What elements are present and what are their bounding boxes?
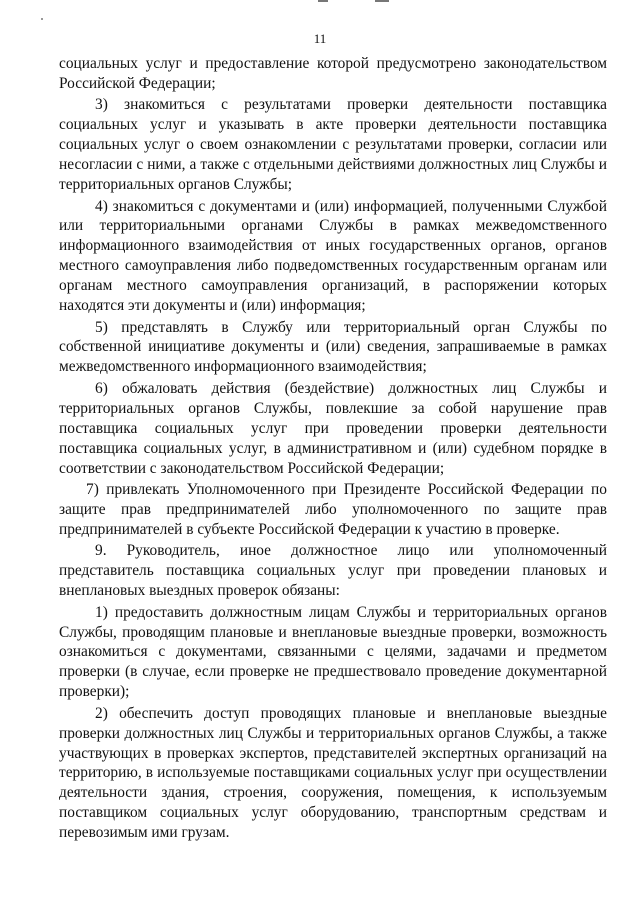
scan-artifact-mark — [318, 0, 328, 2]
paragraph-item-3: 3) знакомиться с результатами проверки деятельности поставщика социальных услуг и указывать в акте проверки деятельности поставщика социальных услуг о своем ознакомлении с результатами проверки, согласии или несогласии с ними, а также с отдельными действиями должностных лиц Службы и территориальных органов Службы; — [59, 96, 607, 194]
document-body — [59, 54, 607, 845]
page-number: 11 — [313, 31, 327, 46]
paragraph-section-9: 9. Руководитель, иное должностное лицо или уполномоченный представитель поставщика социальных услуг при проведении плановых и внеплановых выездных проверок обязаны: — [59, 542, 607, 600]
paragraph-item-1: 1) предоставить должностным лицам Службы и территориальных органов Службы, проводящим плановые и внеплановые выездные проверки, возможность ознакомиться с документами, связанными с целями, задачами и предметом проверки (в случае, если проверке не предшествовало проведение документарной проверки); — [59, 603, 607, 701]
paragraph-item-6: 6) обжаловать действия (бездействие) должностных лиц Службы и территориальных органов Службы, повлекшие за собой нарушение прав поставщика социальных услуг при проведении проверки деятельности поставщика социальных услуг, в административном и (или) судебном порядке в соответствии с законодательством Российской Федерации; — [59, 379, 607, 477]
paragraph-continuation: социальных услуг и предоставление которой предусмотрено законодательством Российской Федерации; — [59, 55, 607, 92]
paragraph-item-2: 2) обеспечить доступ проводящих плановые и внеплановые выездные проверки должностных лиц Службы и территориальных органов Службы, а также участвующих в проверках экспертов, представителей экспертных организаций на территорию, в используемые поставщиками социальных услуг при осуществлении деятельности здания, строения, сооружения, помещения, к используемым поставщиком социальных услуг оборудованию, транспортным средствам и перевозимым ими грузам. — [59, 704, 607, 842]
paragraph-item-4: 4) знакомиться с документами и (или) информацией, полученными Службой или территориальными органами Службы в рамках межведомственного информационного взаимодействия от иных государственных органов, органов местного самоуправления либо подведомственных государственным органам или органам местного самоуправления организаций, в распоряжении которых находятся эти документы и (или) информация; — [59, 197, 607, 315]
paragraph-item-5: 5) представлять в Службу или территориальный орган Службы по собственной инициативе документы и (или) сведения, запрашиваемые в рамках межведомственного информационного взаимодействия; — [59, 318, 607, 376]
paragraph-item-7: 7) привлекать Уполномоченного при Президенте Российской Федерации по защите прав предпринимателей либо уполномоченного по защите прав предпринимателей в субъекте Российской Федерации к участию в проверке. — [59, 481, 607, 538]
scan-artifact-dot — [41, 18, 43, 20]
scan-artifact-mark — [375, 0, 389, 2]
